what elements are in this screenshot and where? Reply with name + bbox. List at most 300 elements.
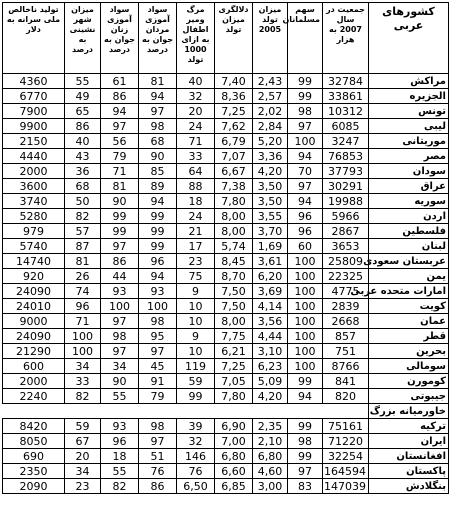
table-row <box>3 299 449 314</box>
gnp-cell: 9000 <box>3 314 65 329</box>
infant-mortality-cell: 59 <box>177 374 215 389</box>
population-cell: 37793 <box>323 164 369 179</box>
birth-rate-cell: 3,70 <box>253 224 288 239</box>
male-literacy-cell: 86 <box>139 479 177 494</box>
gnp-cell: 690 <box>3 449 65 464</box>
gnp-cell: 920 <box>3 269 65 284</box>
birth-rate-cell: 3,00 <box>253 479 288 494</box>
gnp-cell: 2000 <box>3 164 65 179</box>
urbanization-cell: 36 <box>65 164 101 179</box>
population-cell: 76853 <box>323 149 369 164</box>
male-literacy-cell: 94 <box>139 269 177 284</box>
population-cell: 22325 <box>323 269 369 284</box>
urbanization-cell: 55 <box>65 74 101 89</box>
female-literacy-cell: 86 <box>101 89 139 104</box>
muslim-share-cell: 100 <box>288 254 323 269</box>
gnp-cell: 8050 <box>3 434 65 449</box>
urbanization-cell: 100 <box>65 329 101 344</box>
birth-rate-indicator-cell: 7,80 <box>215 389 253 404</box>
female-literacy-cell: 18 <box>101 449 139 464</box>
birth-rate-indicator-cell: 7,07 <box>215 149 253 164</box>
birth-rate-cell: 2,84 <box>253 119 288 134</box>
male-literacy-cell: 95 <box>139 329 177 344</box>
female-literacy-cell: 81 <box>101 179 139 194</box>
gnp-cell: 3600 <box>3 179 65 194</box>
infant-mortality-cell: 146 <box>177 449 215 464</box>
table-row <box>3 419 449 434</box>
birth-rate-indicator-cell: 6,90 <box>215 419 253 434</box>
female-literacy-cell: 97 <box>101 239 139 254</box>
female-literacy-cell: 97 <box>101 344 139 359</box>
infant-mortality-cell: 17 <box>177 239 215 254</box>
population-cell: 30291 <box>323 179 369 194</box>
population-cell: 75161 <box>323 419 369 434</box>
urbanization-cell: 65 <box>65 104 101 119</box>
gnp-cell: 3740 <box>3 194 65 209</box>
birth-rate-indicator-cell: 7,80 <box>215 194 253 209</box>
table-row <box>3 89 449 104</box>
urbanization-cell: 82 <box>65 209 101 224</box>
muslim-share-cell: 99 <box>288 419 323 434</box>
population-cell: 2839 <box>323 299 369 314</box>
birth-rate-cell: 4,44 <box>253 329 288 344</box>
muslim-share-cell: 97 <box>288 119 323 134</box>
header-birth-rate: میزان تولد 2005 <box>253 3 288 74</box>
population-cell: 25809 <box>323 254 369 269</box>
urbanization-cell: 26 <box>65 269 101 284</box>
infant-mortality-cell: 32 <box>177 89 215 104</box>
female-literacy-cell: 55 <box>101 464 139 479</box>
male-literacy-cell: 99 <box>139 224 177 239</box>
gnp-cell: 6770 <box>3 89 65 104</box>
infant-mortality-cell: 10 <box>177 299 215 314</box>
muslim-share-cell: 100 <box>288 359 323 374</box>
population-cell: 147039 <box>323 479 369 494</box>
country-cell: بحرین <box>369 344 449 359</box>
male-literacy-cell: 76 <box>139 464 177 479</box>
urbanization-cell: 67 <box>65 434 101 449</box>
birth-rate-cell: 3,55 <box>253 209 288 224</box>
urbanization-cell: 50 <box>65 194 101 209</box>
birth-rate-cell: 2,35 <box>253 419 288 434</box>
country-cell: لیبی <box>369 119 449 134</box>
gnp-cell: 2150 <box>3 134 65 149</box>
infant-mortality-cell: 21 <box>177 224 215 239</box>
gnp-cell: 9900 <box>3 119 65 134</box>
infant-mortality-cell: 23 <box>177 254 215 269</box>
female-literacy-cell: 56 <box>101 134 139 149</box>
urbanization-cell: 34 <box>65 359 101 374</box>
population-cell: 841 <box>323 374 369 389</box>
country-cell: عراق <box>369 179 449 194</box>
female-literacy-cell: 97 <box>101 119 139 134</box>
birth-rate-indicator-cell: 6,21 <box>215 344 253 359</box>
header-row <box>3 3 449 74</box>
data-table <box>2 2 449 494</box>
infant-mortality-cell: 20 <box>177 104 215 119</box>
birth-rate-indicator-cell: 8,70 <box>215 269 253 284</box>
birth-rate-cell: 1,69 <box>253 239 288 254</box>
country-cell: امارات متحده عربی <box>369 284 449 299</box>
male-literacy-cell: 96 <box>139 254 177 269</box>
birth-rate-cell: 5,20 <box>253 134 288 149</box>
birth-rate-cell: 5,09 <box>253 374 288 389</box>
urbanization-cell: 33 <box>65 374 101 389</box>
country-cell: تونس <box>369 104 449 119</box>
muslim-share-cell: 97 <box>288 179 323 194</box>
muslim-share-cell: 100 <box>288 134 323 149</box>
infant-mortality-cell: 10 <box>177 344 215 359</box>
table-row <box>3 239 449 254</box>
muslim-share-cell: 70 <box>288 164 323 179</box>
male-literacy-cell: 97 <box>139 104 177 119</box>
male-literacy-cell: 81 <box>139 74 177 89</box>
population-cell: 32784 <box>323 74 369 89</box>
male-literacy-cell: 68 <box>139 134 177 149</box>
country-cell: ایران <box>369 434 449 449</box>
birth-rate-indicator-cell: 6,85 <box>215 479 253 494</box>
male-literacy-cell: 94 <box>139 89 177 104</box>
gnp-cell: 7900 <box>3 104 65 119</box>
female-literacy-cell: 90 <box>101 374 139 389</box>
female-literacy-cell: 93 <box>101 419 139 434</box>
birth-rate-indicator-cell: 7,62 <box>215 119 253 134</box>
urbanization-cell: 20 <box>65 449 101 464</box>
population-cell: 33861 <box>323 89 369 104</box>
country-cell: لبنان <box>369 239 449 254</box>
urbanization-cell: 71 <box>65 314 101 329</box>
muslim-share-cell: 100 <box>288 314 323 329</box>
gnp-cell: 5740 <box>3 239 65 254</box>
table-row <box>3 134 449 149</box>
table-row <box>3 74 449 89</box>
birth-rate-cell: 3,36 <box>253 149 288 164</box>
male-literacy-cell: 99 <box>139 209 177 224</box>
section-row <box>3 404 449 419</box>
birth-rate-indicator-cell: 8,00 <box>215 224 253 239</box>
infant-mortality-cell: 9 <box>177 329 215 344</box>
birth-rate-cell: 3,61 <box>253 254 288 269</box>
female-literacy-cell: 99 <box>101 209 139 224</box>
birth-rate-cell: 2,10 <box>253 434 288 449</box>
muslim-share-cell: 96 <box>288 224 323 239</box>
country-cell: سودان <box>369 164 449 179</box>
population-cell: 5966 <box>323 209 369 224</box>
country-cell: سوریه <box>369 194 449 209</box>
urbanization-cell: 87 <box>65 239 101 254</box>
muslim-share-cell: 99 <box>288 374 323 389</box>
urbanization-cell: 74 <box>65 284 101 299</box>
infant-mortality-cell: 18 <box>177 194 215 209</box>
urbanization-cell: 43 <box>65 149 101 164</box>
table-row <box>3 224 449 239</box>
infant-mortality-cell: 10 <box>177 314 215 329</box>
urbanization-cell: 82 <box>65 389 101 404</box>
gnp-cell: 2090 <box>3 479 65 494</box>
infant-mortality-cell: 64 <box>177 164 215 179</box>
infant-mortality-cell: 71 <box>177 134 215 149</box>
population-cell: 6085 <box>323 119 369 134</box>
muslim-share-cell: 100 <box>288 344 323 359</box>
birth-rate-cell: 3,50 <box>253 179 288 194</box>
table-row <box>3 149 449 164</box>
infant-mortality-cell: 75 <box>177 269 215 284</box>
birth-rate-cell: 4,20 <box>253 164 288 179</box>
header-population: جمعیت در سال 2007 به هزار <box>323 3 369 74</box>
gnp-cell: 14740 <box>3 254 65 269</box>
birth-rate-cell: 3,10 <box>253 344 288 359</box>
birth-rate-indicator-cell: 6,79 <box>215 134 253 149</box>
population-cell: 3247 <box>323 134 369 149</box>
gnp-cell: 979 <box>3 224 65 239</box>
table-row <box>3 194 449 209</box>
gnp-cell: 2350 <box>3 464 65 479</box>
gnp-cell: 24090 <box>3 329 65 344</box>
birth-rate-cell: 4,14 <box>253 299 288 314</box>
infant-mortality-cell: 32 <box>177 434 215 449</box>
male-literacy-cell: 98 <box>139 314 177 329</box>
table-row <box>3 179 449 194</box>
gnp-cell: 5280 <box>3 209 65 224</box>
birth-rate-indicator-cell: 7,50 <box>215 299 253 314</box>
birth-rate-indicator-cell: 7,25 <box>215 359 253 374</box>
birth-rate-indicator-cell: 7,00 <box>215 434 253 449</box>
female-literacy-cell: 93 <box>101 284 139 299</box>
urbanization-cell: 81 <box>65 254 101 269</box>
male-literacy-cell: 89 <box>139 179 177 194</box>
infant-mortality-cell: 40 <box>177 74 215 89</box>
infant-mortality-cell: 76 <box>177 464 215 479</box>
urbanization-cell: 86 <box>65 119 101 134</box>
birth-rate-indicator-cell: 6,67 <box>215 164 253 179</box>
infant-mortality-cell: 99 <box>177 389 215 404</box>
birth-rate-indicator-cell: 7,05 <box>215 374 253 389</box>
birth-rate-indicator-cell: 8,45 <box>215 254 253 269</box>
male-literacy-cell: 98 <box>139 419 177 434</box>
birth-rate-cell: 2,57 <box>253 89 288 104</box>
birth-rate-cell: 6,23 <box>253 359 288 374</box>
table-row <box>3 359 449 374</box>
population-cell: 3653 <box>323 239 369 254</box>
table-row <box>3 269 449 284</box>
gnp-cell: 600 <box>3 359 65 374</box>
country-cell: موریتانی <box>369 134 449 149</box>
gnp-cell: 24090 <box>3 284 65 299</box>
country-cell: مصر <box>369 149 449 164</box>
female-literacy-cell: 94 <box>101 104 139 119</box>
muslim-share-cell: 99 <box>288 89 323 104</box>
muslim-share-cell: 100 <box>288 329 323 344</box>
birth-rate-indicator-cell: 8,00 <box>215 209 253 224</box>
female-literacy-cell: 34 <box>101 359 139 374</box>
muslim-share-cell: 100 <box>288 269 323 284</box>
muslim-share-cell: 60 <box>288 239 323 254</box>
urbanization-cell: 40 <box>65 134 101 149</box>
muslim-share-cell: 100 <box>288 299 323 314</box>
male-literacy-cell: 98 <box>139 119 177 134</box>
female-literacy-cell: 71 <box>101 164 139 179</box>
gnp-cell: 21290 <box>3 344 65 359</box>
muslim-share-cell: 94 <box>288 194 323 209</box>
infant-mortality-cell: 9 <box>177 284 215 299</box>
country-cell: الجزیره <box>369 89 449 104</box>
gnp-cell: 2240 <box>3 389 65 404</box>
urbanization-cell: 49 <box>65 89 101 104</box>
male-literacy-cell: 99 <box>139 239 177 254</box>
birth-rate-cell: 3,56 <box>253 314 288 329</box>
table-row <box>3 329 449 344</box>
header-gnp-per-capita: تولید ناخالص ملی سرانه به دلار <box>3 3 65 74</box>
urbanization-cell: 34 <box>65 464 101 479</box>
header-country: کشورهای عربی <box>369 3 449 74</box>
female-literacy-cell: 79 <box>101 149 139 164</box>
population-cell: 2867 <box>323 224 369 239</box>
infant-mortality-cell: 24 <box>177 209 215 224</box>
header-male-literacy: سواد آموزی مردان جوان به درصد <box>139 3 177 74</box>
header-muslim-share: سهم مسلمانان <box>288 3 323 74</box>
birth-rate-cell: 3,69 <box>253 284 288 299</box>
birth-rate-indicator-cell: 7,75 <box>215 329 253 344</box>
gnp-cell: 2000 <box>3 374 65 389</box>
birth-rate-indicator-cell: 6,60 <box>215 464 253 479</box>
gnp-cell: 8420 <box>3 419 65 434</box>
population-cell: 2668 <box>323 314 369 329</box>
birth-rate-indicator-cell: 7,40 <box>215 74 253 89</box>
female-literacy-cell: 55 <box>101 389 139 404</box>
muslim-share-cell: 100 <box>288 284 323 299</box>
infant-mortality-cell: 6,50 <box>177 479 215 494</box>
female-literacy-cell: 97 <box>101 314 139 329</box>
population-cell: 10312 <box>323 104 369 119</box>
female-literacy-cell: 96 <box>101 434 139 449</box>
birth-rate-cell: 6,20 <box>253 269 288 284</box>
section-spacer <box>3 404 369 419</box>
table-row <box>3 464 449 479</box>
female-literacy-cell: 61 <box>101 74 139 89</box>
female-literacy-cell: 90 <box>101 194 139 209</box>
urbanization-cell: 68 <box>65 179 101 194</box>
table-row <box>3 254 449 269</box>
male-literacy-cell: 90 <box>139 149 177 164</box>
muslim-share-cell: 99 <box>288 74 323 89</box>
population-cell: 8766 <box>323 359 369 374</box>
birth-rate-indicator-cell: 6,80 <box>215 449 253 464</box>
male-literacy-cell: 93 <box>139 284 177 299</box>
country-cell: پاکستان <box>369 464 449 479</box>
table-row <box>3 479 449 494</box>
birth-rate-indicator-cell: 5,74 <box>215 239 253 254</box>
female-literacy-cell: 99 <box>101 224 139 239</box>
country-cell: اردن <box>369 209 449 224</box>
male-literacy-cell: 94 <box>139 194 177 209</box>
header-urbanization: میزان شهر نشینی به درصد <box>65 3 101 74</box>
birth-rate-cell: 6,80 <box>253 449 288 464</box>
table-row <box>3 344 449 359</box>
header-birth-rate-indicator: دلالگری میزان تولد <box>215 3 253 74</box>
female-literacy-cell: 44 <box>101 269 139 284</box>
table-row <box>3 314 449 329</box>
male-literacy-cell: 85 <box>139 164 177 179</box>
table-row <box>3 434 449 449</box>
country-cell: مراکش <box>369 74 449 89</box>
country-cell: کومورن <box>369 374 449 389</box>
male-literacy-cell: 100 <box>139 299 177 314</box>
male-literacy-cell: 79 <box>139 389 177 404</box>
population-cell: 19988 <box>323 194 369 209</box>
table-row <box>3 104 449 119</box>
birth-rate-cell: 3,50 <box>253 194 288 209</box>
birth-rate-cell: 4,20 <box>253 389 288 404</box>
birth-rate-cell: 2,43 <box>253 74 288 89</box>
population-cell: 32254 <box>323 449 369 464</box>
table-row <box>3 449 449 464</box>
female-literacy-cell: 82 <box>101 479 139 494</box>
birth-rate-cell: 2,02 <box>253 104 288 119</box>
muslim-share-cell: 99 <box>288 449 323 464</box>
infant-mortality-cell: 33 <box>177 149 215 164</box>
table-row <box>3 119 449 134</box>
infant-mortality-cell: 39 <box>177 419 215 434</box>
gnp-cell: 4440 <box>3 149 65 164</box>
population-cell: 164594 <box>323 464 369 479</box>
country-cell: افغانستان <box>369 449 449 464</box>
gnp-cell: 4360 <box>3 74 65 89</box>
header-female-literacy: سواد آموزی زنان جوان به درصد <box>101 3 139 74</box>
birth-rate-indicator-cell: 7,50 <box>215 284 253 299</box>
infant-mortality-cell: 24 <box>177 119 215 134</box>
country-cell: جیبوتی <box>369 389 449 404</box>
country-cell: قطر <box>369 329 449 344</box>
country-cell: فلسطین <box>369 224 449 239</box>
muslim-share-cell: 96 <box>288 209 323 224</box>
country-cell: ترکیه <box>369 419 449 434</box>
birth-rate-indicator-cell: 7,38 <box>215 179 253 194</box>
country-cell: کویت <box>369 299 449 314</box>
birth-rate-indicator-cell: 8,00 <box>215 314 253 329</box>
urbanization-cell: 100 <box>65 344 101 359</box>
muslim-share-cell: 94 <box>288 389 323 404</box>
population-cell: 857 <box>323 329 369 344</box>
male-literacy-cell: 97 <box>139 344 177 359</box>
population-cell: 820 <box>323 389 369 404</box>
male-literacy-cell: 97 <box>139 434 177 449</box>
muslim-share-cell: 98 <box>288 434 323 449</box>
infant-mortality-cell: 119 <box>177 359 215 374</box>
table-row <box>3 164 449 179</box>
section-label: خاورمیانه بزرگ <box>369 404 449 419</box>
female-literacy-cell: 98 <box>101 329 139 344</box>
country-cell: عربستان سعودی <box>369 254 449 269</box>
urbanization-cell: 96 <box>65 299 101 314</box>
table-row <box>3 209 449 224</box>
urbanization-cell: 57 <box>65 224 101 239</box>
table-row <box>3 284 449 299</box>
urbanization-cell: 59 <box>65 419 101 434</box>
header-infant-mortality: مرگ ومیر اطفال به ازای 1000 تولد <box>177 3 215 74</box>
gnp-cell: 24010 <box>3 299 65 314</box>
muslim-share-cell: 97 <box>288 464 323 479</box>
male-literacy-cell: 91 <box>139 374 177 389</box>
country-cell: سومالی <box>369 359 449 374</box>
table-row <box>3 389 449 404</box>
male-literacy-cell: 51 <box>139 449 177 464</box>
country-cell: عمان <box>369 314 449 329</box>
country-cell: یمن <box>369 269 449 284</box>
female-literacy-cell: 86 <box>101 254 139 269</box>
population-cell: 71220 <box>323 434 369 449</box>
male-literacy-cell: 45 <box>139 359 177 374</box>
muslim-share-cell: 83 <box>288 479 323 494</box>
